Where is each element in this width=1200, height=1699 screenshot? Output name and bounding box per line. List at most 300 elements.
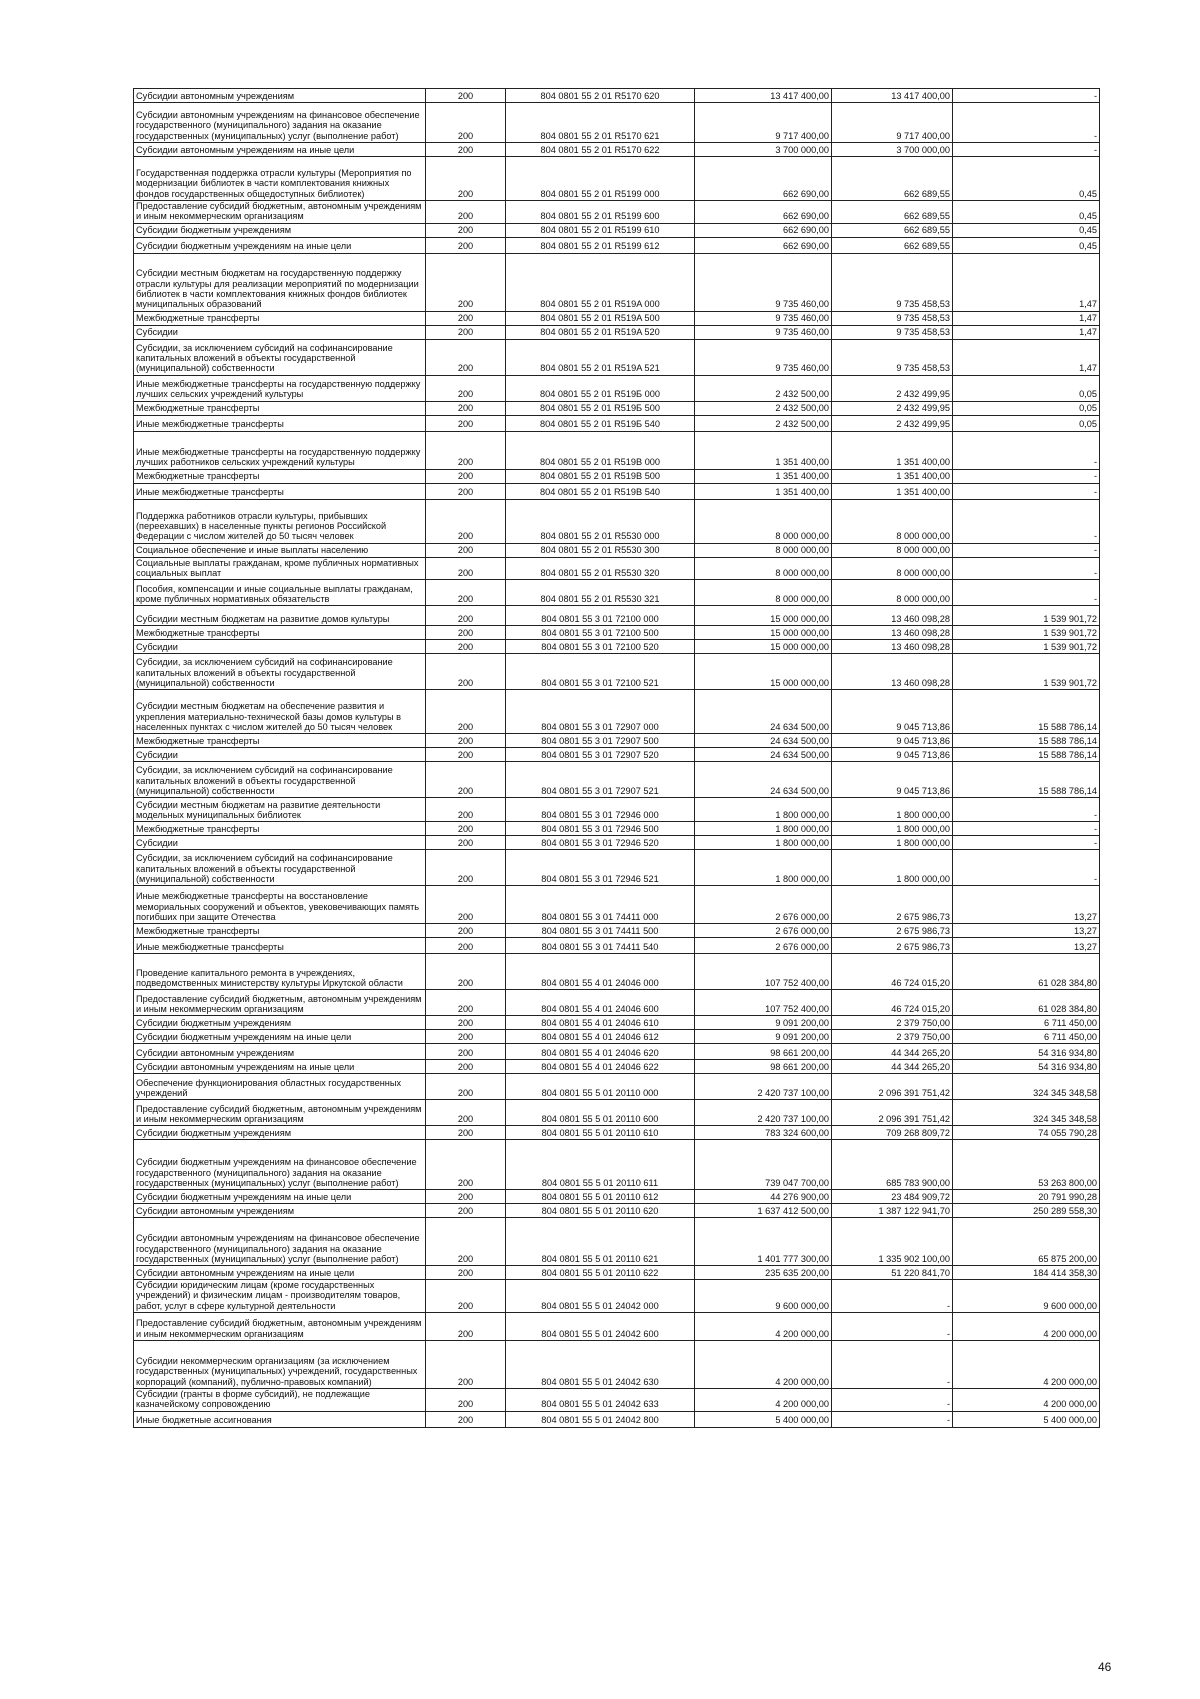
row-kbk: 804 0801 55 3 01 72907 000 (506, 690, 695, 734)
row-code: 200 (426, 415, 506, 431)
row-code: 200 (426, 1140, 506, 1190)
table-row (134, 375, 1100, 401)
row-name: Субсидии автономным учреждениям (134, 89, 426, 103)
row-code: 200 (426, 762, 506, 798)
row-code: 200 (426, 103, 506, 143)
row-rest: - (953, 798, 1100, 822)
row-rest: - (953, 499, 1100, 543)
table-row (134, 626, 1100, 640)
row-name: Субсидии автономным учреждениям на иные цели (134, 143, 426, 157)
row-rest: 0,45 (953, 223, 1100, 237)
row-plan: 24 634 500,00 (695, 762, 832, 798)
row-name: Межбюджетные трансферты (134, 924, 426, 938)
row-plan: 662 690,00 (695, 201, 832, 224)
row-code: 200 (426, 237, 506, 253)
row-rest: - (953, 850, 1100, 886)
row-rest: 0,05 (953, 375, 1100, 401)
row-kbk: 804 0801 55 2 01 R5530 000 (506, 499, 695, 543)
row-code: 200 (426, 836, 506, 850)
row-plan: 4 200 000,00 (695, 1313, 832, 1341)
row-plan: 662 690,00 (695, 223, 832, 237)
row-name: Предоставление субсидий бюджетным, автономным учреждениям и иным некоммерческим организациям (134, 990, 426, 1016)
row-code: 200 (426, 850, 506, 886)
row-kbk: 804 0801 55 2 01 R519A 521 (506, 339, 695, 375)
row-plan: 9 735 460,00 (695, 253, 832, 311)
row-kbk: 804 0801 55 2 01 R519A 500 (506, 311, 695, 325)
row-exec: 8 000 000,00 (832, 543, 953, 557)
row-code: 200 (426, 1341, 506, 1389)
row-plan: 1 800 000,00 (695, 798, 832, 822)
row-plan: 1 800 000,00 (695, 850, 832, 886)
row-exec: 9 045 713,86 (832, 690, 953, 734)
row-exec: 46 724 015,20 (832, 990, 953, 1016)
row-exec: 662 689,55 (832, 237, 953, 253)
row-rest: - (953, 836, 1100, 850)
table-row (134, 798, 1100, 822)
row-code: 200 (426, 1218, 506, 1266)
row-code: 200 (426, 401, 506, 415)
row-kbk: 804 0801 55 2 01 R519В 000 (506, 431, 695, 469)
row-plan: 1 401 777 300,00 (695, 1218, 832, 1266)
row-name: Субсидии, за исключением субсидий на софинансирование капитальных вложений в объекты государственной (муниципальной) собственности (134, 850, 426, 886)
row-plan: 662 690,00 (695, 157, 832, 201)
table-row (134, 1126, 1100, 1140)
row-kbk: 804 0801 55 2 01 R5170 620 (506, 89, 695, 103)
row-rest: 1 539 901,72 (953, 606, 1100, 626)
row-name: Иные межбюджетные трансферты на восстановление мемориальных сооружений и объектов, увековечивающих память погибших при защите Отечества (134, 886, 426, 924)
row-exec: 2 675 986,73 (832, 938, 953, 954)
table-row (134, 253, 1100, 311)
row-exec: 9 045 713,86 (832, 734, 953, 748)
row-kbk: 804 0801 55 3 01 72946 500 (506, 822, 695, 836)
row-kbk: 804 0801 55 4 01 24046 612 (506, 1030, 695, 1044)
row-code: 200 (426, 748, 506, 762)
row-name: Предоставление субсидий бюджетным, автономным учреждениям и иным некоммерческим организациям (134, 1313, 426, 1341)
table-row (134, 954, 1100, 990)
row-rest: 54 316 934,80 (953, 1044, 1100, 1060)
row-kbk: 804 0801 55 2 01 R5199 612 (506, 237, 695, 253)
row-plan: 13 417 400,00 (695, 89, 832, 103)
row-rest: 1 539 901,72 (953, 640, 1100, 654)
row-kbk: 804 0801 55 2 01 R519В 500 (506, 469, 695, 483)
row-rest: - (953, 431, 1100, 469)
row-rest: 5 400 000,00 (953, 1411, 1100, 1427)
row-name: Субсидии, за исключением субсидий на софинансирование капитальных вложений в объекты государственной (муниципальной) собственности (134, 654, 426, 690)
row-name: Предоставление субсидий бюджетным, автономным учреждениям и иным некоммерческим организациям (134, 1100, 426, 1126)
row-exec: 2 432 499,95 (832, 375, 953, 401)
row-name: Предоставление субсидий бюджетным, автономным учреждениям и иным некоммерческим организациям (134, 201, 426, 224)
row-kbk: 804 0801 55 4 01 24046 600 (506, 990, 695, 1016)
row-exec: 9 045 713,86 (832, 762, 953, 798)
row-kbk: 804 0801 55 3 01 72100 521 (506, 654, 695, 690)
row-rest: 9 600 000,00 (953, 1280, 1100, 1313)
row-plan: 1 351 400,00 (695, 431, 832, 469)
row-rest: 324 345 348,58 (953, 1074, 1100, 1100)
table-row (134, 311, 1100, 325)
row-code: 200 (426, 580, 506, 606)
row-exec: - (832, 1411, 953, 1427)
table-row (134, 1074, 1100, 1100)
row-code: 200 (426, 543, 506, 557)
row-plan: 739 047 700,00 (695, 1140, 832, 1190)
row-plan: 2 420 737 100,00 (695, 1100, 832, 1126)
row-exec: 9 735 458,53 (832, 311, 953, 325)
row-kbk: 804 0801 55 3 01 72100 520 (506, 640, 695, 654)
row-name: Субсидии (гранты в форме субсидий), не подлежащие казначейскому сопровождению (134, 1389, 426, 1412)
row-rest: 15 588 786,14 (953, 734, 1100, 748)
table-row (134, 469, 1100, 483)
row-rest: - (953, 557, 1100, 580)
row-kbk: 804 0801 55 3 01 72907 500 (506, 734, 695, 748)
row-name: Межбюджетные трансферты (134, 734, 426, 748)
row-code: 200 (426, 1389, 506, 1412)
table-row (134, 339, 1100, 375)
row-exec: 46 724 015,20 (832, 954, 953, 990)
row-exec: 685 783 900,00 (832, 1140, 953, 1190)
row-code: 200 (426, 1060, 506, 1074)
row-code: 200 (426, 626, 506, 640)
row-rest: 13,27 (953, 938, 1100, 954)
row-name: Обеспечение функционирования областных государственных учреждений (134, 1074, 426, 1100)
row-rest: - (953, 469, 1100, 483)
row-plan: 1 800 000,00 (695, 822, 832, 836)
row-code: 200 (426, 339, 506, 375)
row-code: 200 (426, 938, 506, 954)
row-exec: 1 800 000,00 (832, 798, 953, 822)
row-kbk: 804 0801 55 5 01 24042 000 (506, 1280, 695, 1313)
row-name: Субсидии бюджетным учреждениям на иные цели (134, 1030, 426, 1044)
table-row (134, 1218, 1100, 1266)
row-plan: 1 351 400,00 (695, 483, 832, 499)
row-exec: 9 735 458,53 (832, 253, 953, 311)
table-row (134, 143, 1100, 157)
row-plan: 783 324 600,00 (695, 1126, 832, 1140)
row-name: Субсидии автономным учреждениям (134, 1044, 426, 1060)
row-kbk: 804 0801 55 3 01 72946 000 (506, 798, 695, 822)
row-rest: - (953, 143, 1100, 157)
row-kbk: 804 0801 55 3 01 74411 000 (506, 886, 695, 924)
row-code: 200 (426, 690, 506, 734)
row-name: Субсидии бюджетным учреждениям (134, 223, 426, 237)
table-row (134, 415, 1100, 431)
row-kbk: 804 0801 55 5 01 20110 622 (506, 1266, 695, 1280)
row-kbk: 804 0801 55 2 01 R5199 000 (506, 157, 695, 201)
table-row (134, 1341, 1100, 1389)
row-code: 200 (426, 1044, 506, 1060)
row-rest: 15 588 786,14 (953, 690, 1100, 734)
row-exec: 13 460 098,28 (832, 654, 953, 690)
row-plan: 1 351 400,00 (695, 469, 832, 483)
row-kbk: 804 0801 55 2 01 R5199 600 (506, 201, 695, 224)
row-exec: 13 460 098,28 (832, 626, 953, 640)
row-plan: 2 420 737 100,00 (695, 1074, 832, 1100)
row-exec: 709 268 809,72 (832, 1126, 953, 1140)
table-row (134, 640, 1100, 654)
row-name: Субсидии юридическим лицам (кроме государственных учреждений) и физическим лицам - производителям товаров, работ, услуг в сфере культурной деятельности (134, 1280, 426, 1313)
row-exec: 2 379 750,00 (832, 1016, 953, 1030)
row-plan: 5 400 000,00 (695, 1411, 832, 1427)
row-exec: 2 675 986,73 (832, 924, 953, 938)
row-rest: 0,45 (953, 201, 1100, 224)
row-plan: 2 676 000,00 (695, 938, 832, 954)
row-exec: 23 484 909,72 (832, 1190, 953, 1204)
row-rest: 53 263 800,00 (953, 1140, 1100, 1190)
row-exec: 8 000 000,00 (832, 580, 953, 606)
row-plan: 8 000 000,00 (695, 499, 832, 543)
row-kbk: 804 0801 55 4 01 24046 622 (506, 1060, 695, 1074)
table-row (134, 103, 1100, 143)
table-row (134, 850, 1100, 886)
table-row (134, 990, 1100, 1016)
row-rest: - (953, 103, 1100, 143)
row-code: 200 (426, 375, 506, 401)
row-code: 200 (426, 223, 506, 237)
row-name: Субсидии автономным учреждениям на финансовое обеспечение государственного (муниципального) задания на оказание государственных (муниципальных) услуг (выполнение работ) (134, 103, 426, 143)
row-kbk: 804 0801 55 2 01 R519Б 540 (506, 415, 695, 431)
row-name: Субсидии, за исключением субсидий на софинансирование капитальных вложений в объекты государственной (муниципальной) собственности (134, 339, 426, 375)
row-name: Субсидии бюджетным учреждениям на финансовое обеспечение государственного (муниципального) задания на оказание государственных (муниципальных) услуг (выполнение работ) (134, 1140, 426, 1190)
row-exec: 2 379 750,00 (832, 1030, 953, 1044)
row-rest: 61 028 384,80 (953, 990, 1100, 1016)
row-code: 200 (426, 1074, 506, 1100)
row-plan: 98 661 200,00 (695, 1060, 832, 1074)
row-plan: 9 091 200,00 (695, 1030, 832, 1044)
row-name: Субсидии (134, 748, 426, 762)
row-name: Субсидии (134, 325, 426, 339)
row-plan: 2 676 000,00 (695, 886, 832, 924)
row-exec: 9 735 458,53 (832, 325, 953, 339)
row-kbk: 804 0801 55 5 01 20110 612 (506, 1190, 695, 1204)
row-plan: 1 637 412 500,00 (695, 1204, 832, 1218)
table-row (134, 1016, 1100, 1030)
row-name: Субсидии автономным учреждениям на иные цели (134, 1266, 426, 1280)
row-kbk: 804 0801 55 5 01 20110 600 (506, 1100, 695, 1126)
row-kbk: 804 0801 55 3 01 74411 500 (506, 924, 695, 938)
row-code: 200 (426, 1030, 506, 1044)
row-exec: - (832, 1313, 953, 1341)
row-code: 200 (426, 654, 506, 690)
row-code: 200 (426, 1016, 506, 1030)
row-kbk: 804 0801 55 3 01 72946 520 (506, 836, 695, 850)
row-code: 200 (426, 606, 506, 626)
table-row (134, 748, 1100, 762)
row-code: 200 (426, 1280, 506, 1313)
table-row (134, 886, 1100, 924)
row-code: 200 (426, 469, 506, 483)
row-plan: 15 000 000,00 (695, 626, 832, 640)
row-code: 200 (426, 640, 506, 654)
row-name: Субсидии местным бюджетам на государственную поддержку отрасли культуры для реализации мероприятий по модернизации библиотек в части комплектования книжных фондов библиотек муниципальных образований (134, 253, 426, 311)
row-plan: 8 000 000,00 (695, 557, 832, 580)
row-name: Межбюджетные трансферты (134, 822, 426, 836)
row-plan: 1 800 000,00 (695, 836, 832, 850)
row-name: Субсидии автономным учреждениям на финансовое обеспечение государственного (муниципального) задания на оказание государственных (муниципальных) услуг (выполнение работ) (134, 1218, 426, 1266)
row-kbk: 804 0801 55 2 01 R5170 621 (506, 103, 695, 143)
row-kbk: 804 0801 55 2 01 R5199 610 (506, 223, 695, 237)
row-exec: 44 344 265,20 (832, 1044, 953, 1060)
row-rest: 15 588 786,14 (953, 748, 1100, 762)
table-row (134, 543, 1100, 557)
row-exec: 1 387 122 941,70 (832, 1204, 953, 1218)
row-name: Субсидии автономным учреждениям (134, 1204, 426, 1218)
row-rest: 1 539 901,72 (953, 626, 1100, 640)
row-name: Субсидии (134, 836, 426, 850)
row-code: 200 (426, 431, 506, 469)
row-rest: - (953, 580, 1100, 606)
row-kbk: 804 0801 55 2 01 R5530 320 (506, 557, 695, 580)
row-name: Межбюджетные трансферты (134, 469, 426, 483)
row-plan: 107 752 400,00 (695, 990, 832, 1016)
row-exec: 1 351 400,00 (832, 469, 953, 483)
row-plan: 235 635 200,00 (695, 1266, 832, 1280)
table-row (134, 822, 1100, 836)
budget-execution-table (133, 88, 1100, 1428)
row-plan: 2 432 500,00 (695, 401, 832, 415)
table-row (134, 654, 1100, 690)
row-plan: 24 634 500,00 (695, 734, 832, 748)
row-rest: 250 289 558,30 (953, 1204, 1100, 1218)
table-row (134, 734, 1100, 748)
table-body (134, 89, 1100, 1428)
row-plan: 8 000 000,00 (695, 543, 832, 557)
row-exec: - (832, 1389, 953, 1412)
row-code: 200 (426, 157, 506, 201)
row-kbk: 804 0801 55 2 01 R519A 520 (506, 325, 695, 339)
row-rest: 1,47 (953, 253, 1100, 311)
row-kbk: 804 0801 55 2 01 R5530 321 (506, 580, 695, 606)
row-exec: 9 045 713,86 (832, 748, 953, 762)
row-plan: 9 735 460,00 (695, 311, 832, 325)
table-row (134, 325, 1100, 339)
row-plan: 9 735 460,00 (695, 325, 832, 339)
table-row (134, 1389, 1100, 1412)
row-kbk: 804 0801 55 3 01 72907 520 (506, 748, 695, 762)
table-row (134, 924, 1100, 938)
row-plan: 662 690,00 (695, 237, 832, 253)
row-exec: 662 689,55 (832, 157, 953, 201)
row-exec: 9 717 400,00 (832, 103, 953, 143)
table-row (134, 223, 1100, 237)
row-exec: 13 417 400,00 (832, 89, 953, 103)
row-name: Субсидии некоммерческим организациям (за исключением государственных (муниципальных) учреждений, государственных корпораций (компаний), публично-правовых компаний) (134, 1341, 426, 1389)
row-code: 200 (426, 734, 506, 748)
row-plan: 4 200 000,00 (695, 1389, 832, 1412)
row-kbk: 804 0801 55 5 01 20110 620 (506, 1204, 695, 1218)
table-row (134, 1030, 1100, 1044)
table-row (134, 237, 1100, 253)
row-plan: 15 000 000,00 (695, 606, 832, 626)
table-row (134, 557, 1100, 580)
table-row (134, 1190, 1100, 1204)
table-row (134, 1204, 1100, 1218)
row-rest: 6 711 450,00 (953, 1016, 1100, 1030)
row-rest: 1,47 (953, 311, 1100, 325)
row-plan: 15 000 000,00 (695, 640, 832, 654)
row-kbk: 804 0801 55 5 01 24042 633 (506, 1389, 695, 1412)
row-code: 200 (426, 89, 506, 103)
row-kbk: 804 0801 55 5 01 20110 611 (506, 1140, 695, 1190)
row-code: 200 (426, 954, 506, 990)
row-kbk: 804 0801 55 2 01 R519Б 000 (506, 375, 695, 401)
row-name: Субсидии местным бюджетам на развитие домов культуры (134, 606, 426, 626)
table-row (134, 1266, 1100, 1280)
row-rest: - (953, 89, 1100, 103)
table-row (134, 431, 1100, 469)
table-row (134, 201, 1100, 224)
row-rest: 6 711 450,00 (953, 1030, 1100, 1044)
row-exec: - (832, 1341, 953, 1389)
table-row (134, 499, 1100, 543)
page-number: 46 (1098, 1660, 1112, 1674)
row-kbk: 804 0801 55 5 01 20110 000 (506, 1074, 695, 1100)
row-kbk: 804 0801 55 3 01 72946 521 (506, 850, 695, 886)
row-code: 200 (426, 499, 506, 543)
row-code: 200 (426, 1411, 506, 1427)
row-plan: 9 091 200,00 (695, 1016, 832, 1030)
row-code: 200 (426, 1100, 506, 1126)
row-exec: 51 220 841,70 (832, 1266, 953, 1280)
row-code: 200 (426, 325, 506, 339)
row-name: Иные межбюджетные трансферты (134, 415, 426, 431)
row-name: Субсидии автономным учреждениям на иные цели (134, 1060, 426, 1074)
row-plan: 2 676 000,00 (695, 924, 832, 938)
row-code: 200 (426, 201, 506, 224)
row-rest: 184 414 358,30 (953, 1266, 1100, 1280)
row-rest: 324 345 348,58 (953, 1100, 1100, 1126)
row-name: Межбюджетные трансферты (134, 311, 426, 325)
row-name: Субсидии бюджетным учреждениям на иные цели (134, 237, 426, 253)
row-kbk: 804 0801 55 2 01 R5530 300 (506, 543, 695, 557)
row-kbk: 804 0801 55 2 01 R519A 000 (506, 253, 695, 311)
row-rest: 13,27 (953, 924, 1100, 938)
row-name: Проведение капитального ремонта в учреждениях, подведомственных министерству культуры Иркутской области (134, 954, 426, 990)
row-rest: 1,47 (953, 339, 1100, 375)
row-rest: 65 875 200,00 (953, 1218, 1100, 1266)
row-exec: 2 096 391 751,42 (832, 1100, 953, 1126)
row-rest: 0,05 (953, 401, 1100, 415)
row-rest: 4 200 000,00 (953, 1313, 1100, 1341)
table-row (134, 1044, 1100, 1060)
row-kbk: 804 0801 55 4 01 24046 620 (506, 1044, 695, 1060)
row-name: Пособия, компенсации и иные социальные выплаты гражданам, кроме публичных нормативных обязательств (134, 580, 426, 606)
row-exec: 1 351 400,00 (832, 483, 953, 499)
row-exec: 1 335 902 100,00 (832, 1218, 953, 1266)
table-row (134, 1280, 1100, 1313)
row-code: 200 (426, 886, 506, 924)
row-exec: 1 800 000,00 (832, 822, 953, 836)
row-exec: 2 096 391 751,42 (832, 1074, 953, 1100)
row-name: Субсидии местным бюджетам на развитие деятельности модельных муниципальных библиотек (134, 798, 426, 822)
row-plan: 9 735 460,00 (695, 339, 832, 375)
row-name: Субсидии, за исключением субсидий на софинансирование капитальных вложений в объекты государственной (муниципальной) собственности (134, 762, 426, 798)
row-rest: 1,47 (953, 325, 1100, 339)
row-kbk: 804 0801 55 4 01 24046 000 (506, 954, 695, 990)
row-code: 200 (426, 253, 506, 311)
row-name: Иные межбюджетные трансферты (134, 483, 426, 499)
row-rest: 1 539 901,72 (953, 654, 1100, 690)
row-rest: 4 200 000,00 (953, 1389, 1100, 1412)
row-kbk: 804 0801 55 5 01 24042 630 (506, 1341, 695, 1389)
row-rest: 54 316 934,80 (953, 1060, 1100, 1074)
row-plan: 9 717 400,00 (695, 103, 832, 143)
row-name: Социальные выплаты гражданам, кроме публичных нормативных социальных выплат (134, 557, 426, 580)
row-plan: 9 600 000,00 (695, 1280, 832, 1313)
row-code: 200 (426, 1204, 506, 1218)
table-row (134, 690, 1100, 734)
table-row (134, 1140, 1100, 1190)
row-plan: 98 661 200,00 (695, 1044, 832, 1060)
row-plan: 24 634 500,00 (695, 748, 832, 762)
